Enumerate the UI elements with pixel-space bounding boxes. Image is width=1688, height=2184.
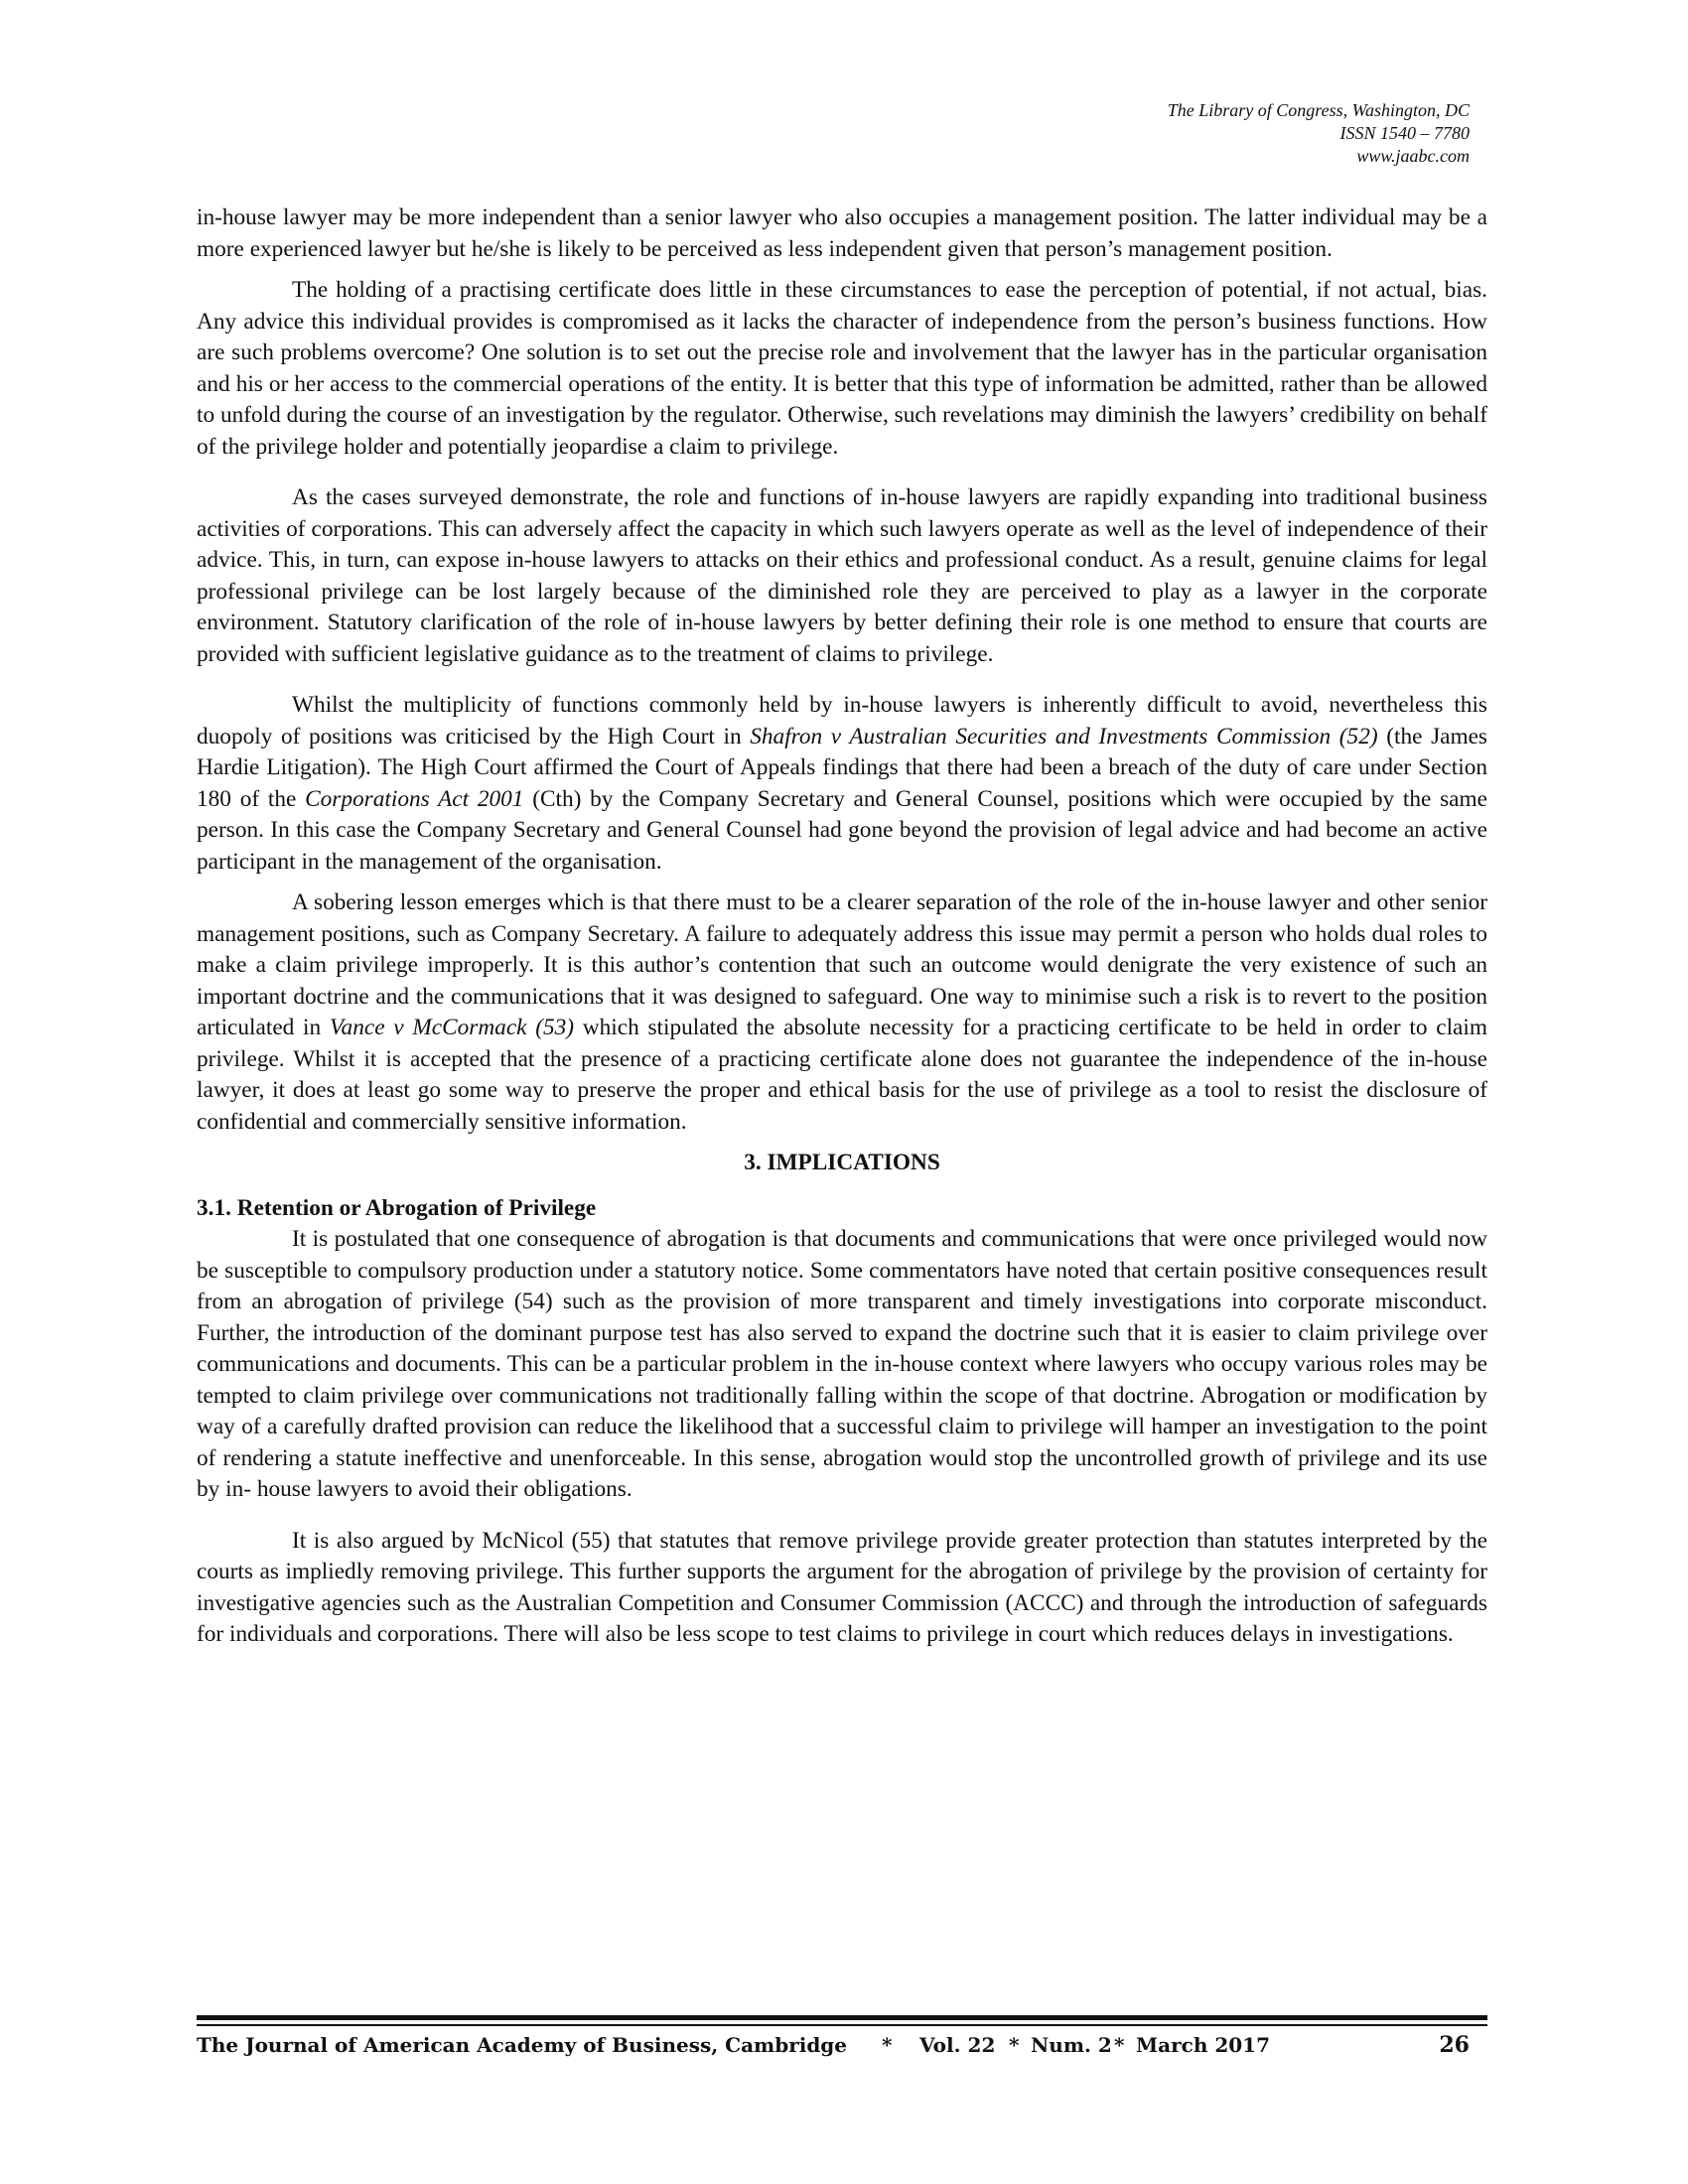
case-citation-shafron: Shafron v Australian Securities and Investments Commission (52) xyxy=(750,723,1378,750)
paragraph-5-text-a: A sobering lesson emerges which is that there must to be a clearer separation of the role of the in-house lawyer and other senior management positions, such as Company Secretary. A failure to adequately address this issue may permit a person who holds dual roles to make a claim privilege improperly. It is this author’s contention that such an outcome would denigrate the very existence of such an important doctrine and the communications that it was designed to safeguard. One way to minimise such a risk is to revert to the position articulated in xyxy=(197,889,1487,1040)
footer-number: Num. 2 xyxy=(1031,2033,1112,2057)
paragraph-4 xyxy=(197,690,1487,878)
subsection-heading: 3.1. Retention or Abrogation of Privilege xyxy=(197,1194,597,1221)
footer-separator-star: * xyxy=(882,2033,893,2057)
case-citation-vance: Vance v McCormack (53) xyxy=(329,1015,575,1040)
paragraph-5-text-b: which stipulated the absolute necessity for a practicing certificate to be held in order to claim privilege. Whilst it is accepted that the presence of a practicing certificate alone does not guarantee the independence of the in-house lawyer, it does at least go some way to preserve the proper and ethical basis for the use of privilege as a tool to resist the disclosure of confidential and commercially sensitive information. xyxy=(197,1015,1487,1135)
paragraph-7: It is also argued by McNicol (55) that statutes that remove privilege provide greater protection than statutes interpreted by the courts as impliedly removing privilege. This further supports the argument for the abrogation of privilege by the provision of certainty for investigative agencies such as the Australian Competition and Consumer Commission (ACCC) and through the introduction of safeguards for individuals and corporations. There will also be less scope to test claims to privilege in court which reduces delays in investigations. xyxy=(197,1527,1487,1647)
paragraph-5 xyxy=(197,887,1487,1138)
act-citation-corporations: Corporations Act 2001 xyxy=(305,785,524,812)
page-number: 26 xyxy=(1439,2032,1470,2058)
article-body xyxy=(197,203,1487,1671)
footer-date: March 2017 xyxy=(1136,2033,1270,2057)
paragraph-3: As the cases surveyed demonstrate, the role and functions of in-house lawyers are rapidly expanding into traditional business activities of corporations. This can adversely affect the capacity in which such lawyers operate as well as the level of independence of their advice. This, in turn, can expose in-house lawyers to attacks on their ethics and professional conduct. As a result, genuine claims for legal professional privilege can be lost largely because of the diminished role they are perceived to play as a lawyer in the corporate environment. Statutory clarification of the role of in-house lawyers by better defining their role is one method to ensure that courts are provided with sufficient legislative guidance as to the treatment of claims to privilege. xyxy=(197,484,1487,667)
footer-rule-thick xyxy=(197,2015,1487,2020)
header-issn-line: ISSN 1540 – 7780 xyxy=(1339,123,1470,143)
section-heading: 3. IMPLICATIONS xyxy=(744,1150,940,1175)
header-library-line: The Library of Congress, Washington, DC xyxy=(1167,100,1470,120)
paragraph-4-text-a: Whilst the multiplicity of functions commonly held by in-house lawyers is inherently difficult to avoid, nevertheless this duopoly of positions was criticised by the High Court in xyxy=(197,692,1487,750)
header-website-line: www.jaabc.com xyxy=(1356,146,1470,166)
footer-rule-thin xyxy=(197,2024,1487,2026)
paragraph-1: in-house lawyer may be more independent than a senior lawyer who also occupies a management position. The latter individual may be a more experienced lawyer but he/she is likely to be perceived as less independent given that person’s management position. xyxy=(197,205,1487,262)
footer-separator-star: * xyxy=(1009,2033,1020,2057)
paragraph-4-text-c: (Cth) by the Company Secretary and General Counsel, positions which were occupied by the same person. In this case the Company Secretary and General Counsel had gone beyond the provision of legal advice and had become an active participant in the management of the organisation. xyxy=(197,785,1487,875)
paragraph-4-text-b: (the James Hardie Litigation). The High Court affirmed the Court of Appeals findings that there had been a breach of the duty of care under Section 180 of the xyxy=(197,723,1487,812)
footer-journal-title: The Journal of American Academy of Business, Cambridge xyxy=(197,2033,848,2057)
paragraph-2: The holding of a practising certificate does little in these circumstances to ease the perception of potential, if not actual, bias. Any advice this individual provides is compromised as it lacks the character of independence from the person’s business functions. How are such problems overcome? One solution is to set out the precise role and involvement that the lawyer has in the particular organisation and his or her access to the commercial operations of the entity. It is better that this type of information be admitted, rather than be allowed to unfold during the course of an investigation by the regulator. Otherwise, such revelations may diminish the lawyers’ credibility on behalf of the privilege holder and potentially jeopardise a claim to privilege. xyxy=(197,277,1487,460)
footer-separator-star: * xyxy=(1114,2033,1125,2057)
running-header xyxy=(1168,99,1470,168)
paragraph-6: It is postulated that one consequence of abrogation is that documents and communications that were once privileged would now be susceptible to compulsory production under a statutory notice. Some commentators have noted that certain positive consequences result from an abrogation of privilege (54) such as the provision of more transparent and timely investigations into corporate misconduct. Further, the introduction of the dominant purpose test has also served to expand the doctrine such that it is easier to claim privilege over communications and documents. This can be a particular problem in the in-house context where lawyers who occupy various roles may be tempted to claim privilege over communications not traditionally falling within the scope of that doctrine. Abrogation or modification by way of a carefully drafted provision can reduce the likelihood that a successful claim to privilege will hamper an investigation to the point of rendering a statute ineffective and unenforceable. In this sense, abrogation would stop the uncontrolled growth of privilege and its use by in- house lawyers to avoid their obligations. xyxy=(197,1226,1487,1502)
footer-volume: Vol. 22 xyxy=(919,2033,996,2057)
